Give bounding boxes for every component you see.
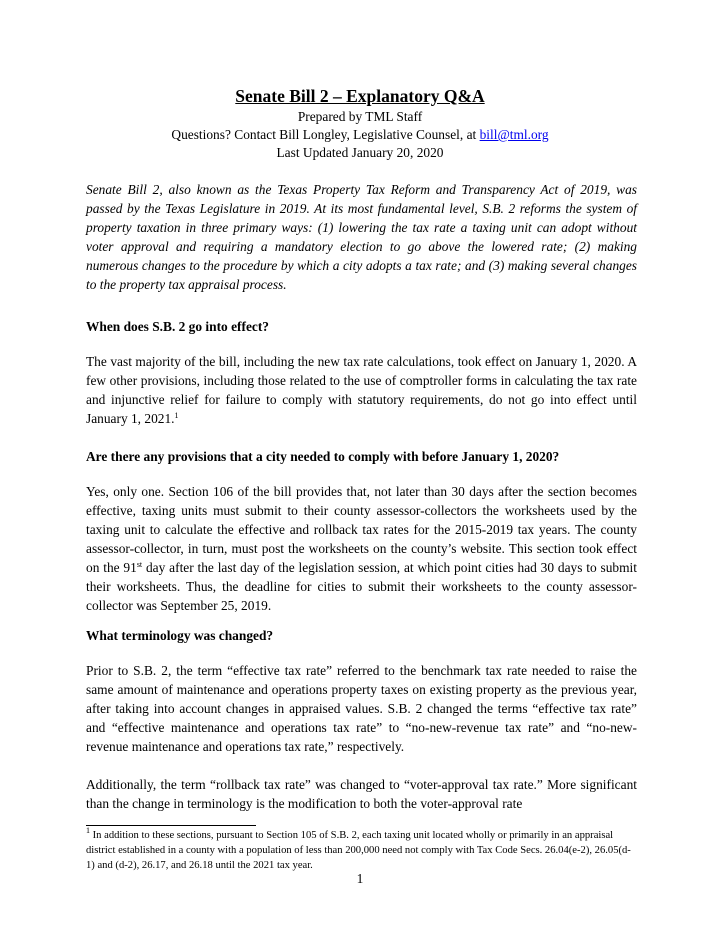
footnote xyxy=(86,828,637,873)
contact-text: Questions? Contact Bill Longley, Legislative Counsel, at xyxy=(171,127,480,142)
footnote-divider xyxy=(86,825,256,826)
question-effective-date: When does S.B. 2 go into effect? xyxy=(86,319,269,334)
answer-early-provisions xyxy=(86,482,637,615)
question-early-provisions: Are there any provisions that a city needed to comply with before January 1, 2020? xyxy=(86,449,560,464)
ordinal-suffix: st xyxy=(136,560,143,569)
footnote-ref: 1 xyxy=(174,411,179,420)
prepared-by: Prepared by TML Staff xyxy=(297,109,423,124)
document-title: Senate Bill 2 – Explanatory Q&A xyxy=(235,86,485,106)
contact-line xyxy=(0,126,720,144)
answer-effective-date xyxy=(86,352,637,428)
contact-email-link[interactable]: bill@tml.org xyxy=(479,127,549,142)
question-terminology: What terminology was changed? xyxy=(86,628,274,643)
answer-terminology-p2: Additionally, the term “rollback tax rate” was changed to “voter-approval tax rate.” More significant than the change in terminology is the modification to both the voter-approval rate xyxy=(86,777,637,811)
answer-terminology-p1: Prior to S.B. 2, the term “effective tax rate” referred to the benchmark tax rate needed to raise the same amount of maintenance and operations property taxes on existing property as the previous year, after taking into account changes in appraised values. S.B. 2 changed the terms “effective tax rate” and “effective maintenance and operations tax rate” to “no-new-revenue tax rate” and “no-new-revenue maintenance and operations tax rate,” respectively. xyxy=(86,663,637,754)
footnote-text: In addition to these sections, pursuant to Section 105 of S.B. 2, each taxing unit located wholly or primarily in an appraisal district established in a county with a population of less than 200,000 need not comply with Tax Code Secs. 26.04(e-2), 26.05(d-1) and (d-2), 26.17, and 26.18 until the 2021 tax year. xyxy=(86,830,631,871)
answer-text-cont: day after the last day of the legislation session, at which point cities had 30 days to submit their worksheets. Thus, the deadline for cities to submit their worksheets to the county assessor-collector was September 25, 2019. xyxy=(86,560,637,613)
page-number: 1 xyxy=(356,871,364,886)
intro-paragraph: Senate Bill 2, also known as the Texas Property Tax Reform and Transparency Act of 2019, was passed by the Texas Legislature in 2019. At its most fundamental level, S.B. 2 reforms the system of property taxation in three primary ways: (1) lowering the tax rate a taxing unit can adopt without voter approval and requiring a mandatory election to go above the lowered rate; (2) making numerous changes to the procedure by which a city adopts a tax rate; and (3) making several changes to the property tax appraisal process. xyxy=(86,182,637,292)
answer-text: The vast majority of the bill, including the new tax rate calculations, took effect on January 1, 2020. A few other provisions, including those related to the use of comptroller forms in calculating the tax rate and injunctive relief for failure to comply with statutory requirements, do not go into effect until January 1, 2021. xyxy=(86,354,637,426)
answer-text: Yes, only one. Section 106 of the bill provides that, not later than 30 days after the section becomes effective, taxing units must submit to their county assessor-collectors the worksheets used by the taxing unit to calculate the effective and rollback tax rates for the 2015-2019 tax years. The county assessor-collector, in turn, must post the worksheets on the county’s website. This section took effect on the 91 xyxy=(86,484,637,575)
last-updated: Last Updated January 20, 2020 xyxy=(276,145,444,160)
footnote-number: 1 xyxy=(86,826,90,835)
